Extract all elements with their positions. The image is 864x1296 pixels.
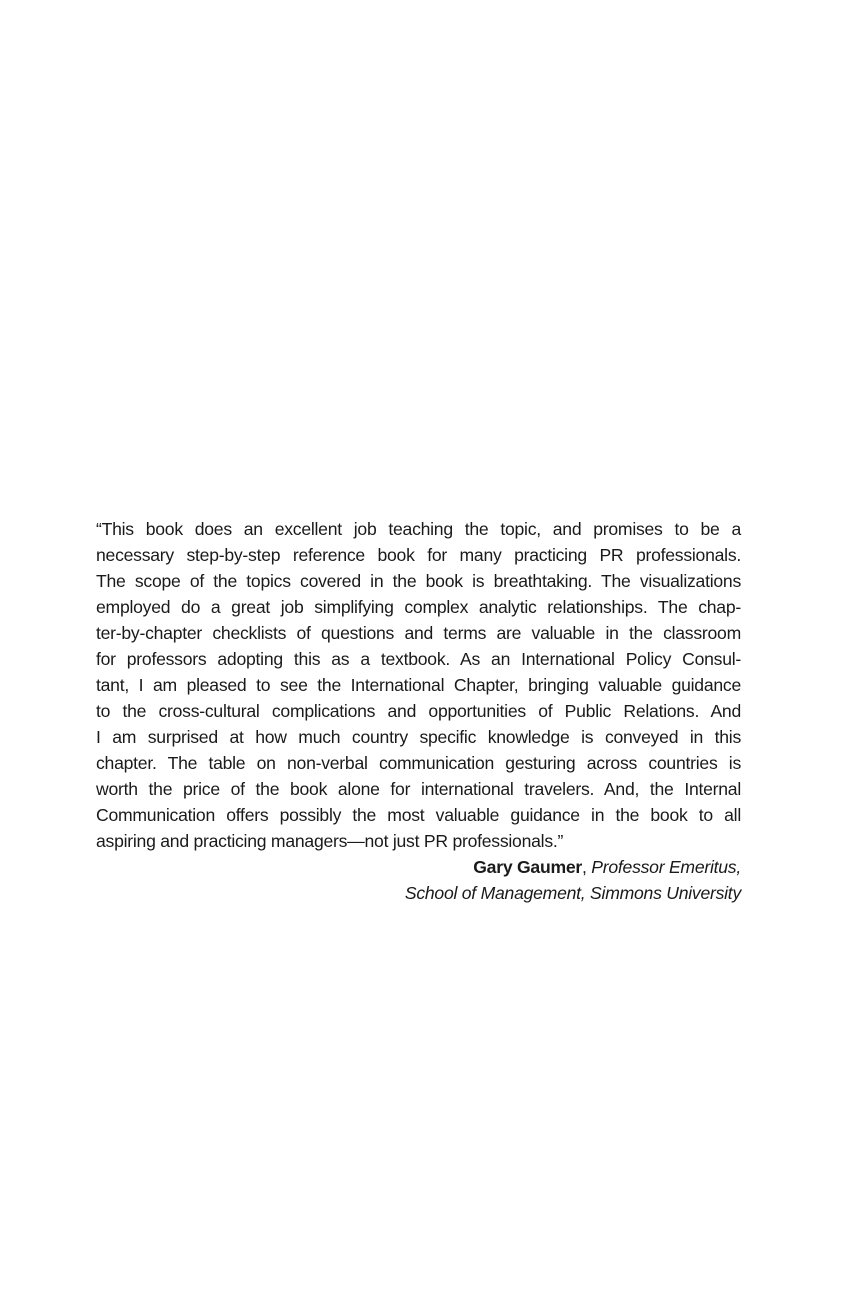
quote-line: Communication offers possibly the most valuable guidance in the book to all — [96, 805, 741, 825]
quote-line: aspiring and practicing managers—not just PR professionals.” — [96, 831, 564, 851]
author-separator: , — [581, 857, 592, 877]
quote-line: ter-by-chapter checklists of questions and terms are valuable in the classroom — [96, 623, 741, 643]
author-role: Professor Emeritus, — [591, 857, 741, 877]
endorsement-block — [96, 516, 741, 906]
attribution-line-1 — [96, 854, 741, 880]
author-name: Gary Gaumer — [473, 857, 582, 877]
quote-line: to the cross-cultural complications and opportunities of Public Relations. And — [96, 701, 741, 721]
quote-line: worth the price of the book alone for international travelers. And, the Internal — [96, 779, 741, 799]
quote-line: for professors adopting this as a textbook. As an International Policy Consul- — [96, 649, 741, 669]
author-affiliation: School of Management, Simmons University — [404, 883, 741, 903]
quote-line: I am surprised at how much country specific knowledge is conveyed in this — [96, 727, 741, 747]
quote-line: chapter. The table on non-verbal communication gesturing across countries is — [96, 753, 741, 773]
quote-line: necessary step-by-step reference book for many practicing PR professionals. — [96, 545, 741, 565]
attribution-line-2 — [96, 880, 741, 906]
quote-line: tant, I am pleased to see the International Chapter, bringing valuable guidance — [96, 675, 741, 695]
quote-line: employed do a great job simplifying complex analytic relationships. The chap- — [96, 597, 741, 617]
quote-line: The scope of the topics covered in the book is breathtaking. The visualizations — [96, 571, 741, 591]
quote-text — [96, 516, 741, 854]
quote-line: “This book does an excellent job teaching the topic, and promises to be a — [96, 519, 741, 539]
